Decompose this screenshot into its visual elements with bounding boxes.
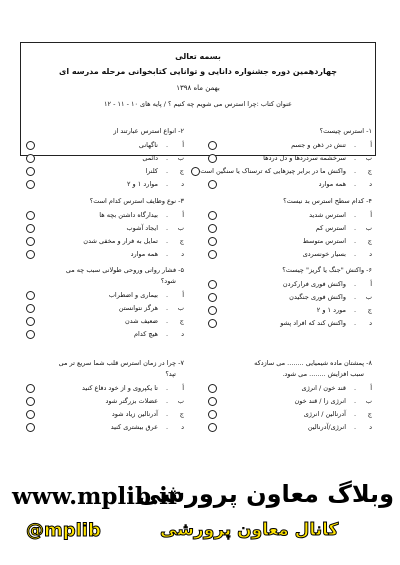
website-url[interactable]: www.mplib.ir: [12, 483, 180, 510]
option-letter: أ: [182, 384, 184, 393]
option-c[interactable]: ج . آدرنالین زیاد شود: [24, 408, 184, 421]
option-letter: د: [369, 180, 372, 189]
option-d[interactable]: د . بسیار خونسردی: [206, 248, 372, 261]
option-text: ایجاد آشوب: [126, 224, 158, 233]
option-a[interactable]: أ . قند خون / انرژی: [206, 382, 372, 395]
question-6: [206, 267, 372, 330]
option-d[interactable]: د . انرژی/آدرنالین: [206, 421, 372, 434]
option-a[interactable]: أ . استرس شدید: [206, 209, 372, 222]
option-d[interactable]: د . همه موارد: [206, 178, 372, 191]
option-text: ضعیف شدن: [124, 317, 158, 326]
option-letter: ب: [365, 397, 372, 406]
option-text: بیماری و اضطراب: [108, 291, 158, 300]
option-text: همه موارد: [318, 180, 346, 189]
radio-circle-icon[interactable]: [26, 384, 35, 393]
question-text: ۲- انواع استرس عبارتند از: [113, 127, 184, 135]
option-letter: ج: [367, 306, 372, 315]
option-d[interactable]: د . عرق بیشتری کنید: [24, 421, 184, 434]
option-letter: ب: [177, 154, 184, 163]
option-text: آدرنالین زیاد شود: [111, 410, 158, 419]
question-text: ۱- استرس چیست؟: [319, 127, 372, 135]
option-letter: أ: [182, 141, 184, 150]
question-text: ۵- فشار روانی وروحی طولانی سبب چه می: [65, 266, 184, 274]
option-b[interactable]: ب . استرس کم: [206, 222, 372, 235]
option-letter: د: [369, 423, 372, 432]
radio-circle-icon[interactable]: [208, 423, 217, 432]
option-a[interactable]: أ . ناگهانی: [24, 139, 184, 152]
radio-circle-icon[interactable]: [26, 423, 35, 432]
option-letter: د: [181, 180, 184, 189]
option-c[interactable]: ج . تمایل به فرار و مخفی شدن: [24, 235, 184, 248]
option-letter: أ: [370, 384, 372, 393]
option-letter: ب: [365, 224, 372, 233]
option-letter: د: [181, 330, 184, 339]
option-letter: ب: [177, 224, 184, 233]
blog-title: وبلاگ معاون پرورشی: [137, 480, 394, 508]
option-letter: ج: [179, 167, 184, 176]
option-text: واکنش ما در برابر چیزهایی که ترسناک یا سنگین است: [200, 167, 346, 176]
question-text-continued: شود؟: [160, 277, 176, 285]
option-text: دائمی: [142, 154, 158, 163]
option-text: تمایل به فرار و مخفی شدن: [83, 237, 158, 246]
radio-circle-icon[interactable]: [208, 306, 217, 315]
option-letter: ج: [367, 237, 372, 246]
option-c[interactable]: ج . مورد ۱ و ۲: [206, 304, 372, 317]
option-text: کلنرا: [145, 167, 158, 176]
radio-circle-icon[interactable]: [208, 141, 217, 150]
option-letter: ب: [177, 397, 184, 406]
radio-circle-icon[interactable]: [26, 211, 35, 220]
radio-circle-icon[interactable]: [26, 330, 35, 339]
option-letter: ج: [179, 237, 184, 246]
option-letter: ج: [367, 167, 372, 176]
channel-title: کانال معاون پرورشی: [160, 520, 339, 540]
option-text: استرس شدید: [309, 211, 346, 220]
option-text: استرس متوسط: [302, 237, 346, 246]
option-text: بسیار خونسردی: [302, 250, 346, 259]
option-b[interactable]: ب . عضلات بزرگتر شود: [24, 395, 184, 408]
option-text: انرژی زا / قند خون: [294, 397, 346, 406]
option-text: آدرنالین / انرژی: [303, 410, 346, 419]
question-4: [206, 198, 372, 261]
option-letter: ج: [367, 410, 372, 419]
option-text: هرگز نتوانستن: [118, 304, 158, 313]
option-letter: ب: [365, 154, 372, 163]
radio-circle-icon[interactable]: [208, 384, 217, 393]
option-d[interactable]: د . واکنش کند که افراد پشو: [206, 317, 372, 330]
radio-circle-icon[interactable]: [208, 319, 217, 328]
radio-circle-icon[interactable]: [208, 250, 217, 259]
radio-circle-icon[interactable]: [208, 180, 217, 189]
question-text: ۳- نوع وظایف استرس کدام است؟: [89, 197, 184, 205]
option-letter: ج: [179, 410, 184, 419]
radio-circle-icon[interactable]: [26, 250, 35, 259]
radio-circle-icon[interactable]: [26, 167, 35, 176]
option-text: موارد ۱ و ۲: [126, 180, 158, 189]
radio-circle-icon[interactable]: [26, 180, 35, 189]
option-b[interactable]: ب . واکنش فوری جنگیدن: [206, 291, 372, 304]
option-c[interactable]: ج . واکنش ما در برابر چیزهایی که ترسناک یا سنگین است: [206, 165, 372, 178]
question-8: [206, 360, 372, 434]
option-c[interactable]: ج . استرس متوسط: [206, 235, 372, 248]
option-letter: د: [181, 250, 184, 259]
option-letter: ب: [177, 304, 184, 313]
radio-circle-icon[interactable]: [208, 237, 217, 246]
option-a[interactable]: أ . بیدارگاه داشتن بچه ها: [24, 209, 184, 222]
option-b[interactable]: ب . انرژی زا / قند خون: [206, 395, 372, 408]
option-letter: د: [369, 319, 372, 328]
radio-circle-icon[interactable]: [208, 211, 217, 220]
option-text: بیدارگاه داشتن بچه ها: [99, 211, 158, 220]
option-a[interactable]: أ . بیماری و اضطراب: [24, 289, 184, 302]
radio-circle-icon[interactable]: [26, 410, 35, 419]
option-letter: أ: [182, 211, 184, 220]
radio-circle-icon[interactable]: [208, 154, 217, 163]
option-text: همه موارد: [130, 250, 158, 259]
bismillah-heading: بسمه تعالی: [175, 52, 221, 61]
radio-circle-icon[interactable]: [26, 154, 35, 163]
option-text: انرژی/آدرنالین: [307, 423, 346, 432]
option-text: عضلات بزرگتر شود: [105, 397, 158, 406]
option-text: مورد ۱ و ۲: [316, 306, 346, 315]
option-text: قند خون / انرژی: [301, 384, 346, 393]
option-b[interactable]: ب . دائمی: [24, 152, 184, 165]
option-letter: أ: [370, 211, 372, 220]
option-text: واکنش فوری جنگیدن: [289, 293, 346, 302]
option-b[interactable]: ب . سرخشمه سردردها و دل دردها: [206, 152, 372, 165]
option-a[interactable]: أ . واکنش فوری فرارکردن: [206, 278, 372, 291]
radio-circle-icon[interactable]: [208, 293, 217, 302]
question-3: [24, 198, 184, 261]
question-2: [24, 128, 184, 191]
radio-circle-icon[interactable]: [208, 280, 217, 289]
question-text-continued: تپد؟: [165, 370, 176, 378]
question-7: [24, 360, 184, 434]
option-b[interactable]: ب . هرگز نتوانستن: [24, 302, 184, 315]
option-text: هیچ کدام: [134, 330, 158, 339]
option-letter: ج: [179, 317, 184, 326]
option-text: واکنش کند که افراد پشو: [280, 319, 346, 328]
question-text: ۴- کدام سطح استرس بد نیست؟: [283, 197, 372, 205]
option-c[interactable]: ج . ضعیف شدن: [24, 315, 184, 328]
option-letter: أ: [370, 280, 372, 289]
option-text: تا یکپروی و از خود دفاع کنید: [81, 384, 158, 393]
option-letter: أ: [370, 141, 372, 150]
option-a[interactable]: أ . تا یکپروی و از خود دفاع کنید: [24, 382, 184, 395]
radio-circle-icon[interactable]: [26, 397, 35, 406]
option-text: استرس کم: [315, 224, 346, 233]
option-c[interactable]: ج . کلنرا: [24, 165, 184, 178]
question-5: [24, 267, 184, 341]
option-c[interactable]: ج . آدرنالین / انرژی: [206, 408, 372, 421]
book-subject: عنوان کتاب :چرا استرس می شویم چه کنیم ؟ / پایه های ۱۰ - ۱۱ - ۱۲: [104, 100, 292, 108]
option-letter: د: [181, 423, 184, 432]
question-text: ۷- چرا در زمان استرس قلب شما سریع تر می: [58, 359, 184, 367]
question-1: [200, 127, 372, 191]
question-text: ۸- پمشتان ماده شیمیایی ........ می سازدکه: [254, 359, 372, 367]
option-text: عرق بیشتری کنید: [110, 423, 158, 432]
radio-circle-icon[interactable]: [26, 237, 35, 246]
exam-date: بهمن ماه ۱۳۹۸: [176, 84, 220, 92]
option-letter: أ: [182, 291, 184, 300]
option-d[interactable]: د . هیچ کدام: [24, 328, 184, 341]
channel-handle[interactable]: @mplib: [26, 520, 101, 541]
option-b[interactable]: ب . ایجاد آشوب: [24, 222, 184, 235]
option-text: واکنش فوری فرارکردن: [282, 280, 346, 289]
option-letter: د: [369, 250, 372, 259]
radio-circle-icon[interactable]: [208, 410, 217, 419]
option-letter: ب: [365, 293, 372, 302]
radio-circle-icon[interactable]: [26, 141, 35, 150]
question-text: ۶- واکنش "جنگ یا گریز" چیست؟: [282, 266, 372, 274]
radio-circle-icon[interactable]: [208, 224, 217, 233]
option-text: تنش در ذهن و جسم: [291, 141, 346, 150]
radio-circle-icon[interactable]: [191, 167, 200, 176]
option-a[interactable]: أ . تنش در ذهن و جسم: [206, 139, 372, 152]
radio-circle-icon[interactable]: [26, 291, 35, 300]
option-text: سرخشمه سردردها و دل دردها: [263, 154, 346, 163]
radio-circle-icon[interactable]: [26, 317, 35, 326]
option-text: ناگهانی: [138, 141, 158, 150]
question-text-continued: سبب افزایش ........ می شود.: [282, 370, 364, 378]
radio-circle-icon[interactable]: [26, 304, 35, 313]
exam-title: چهاردهمین دوره جشنواره دانایی و توانایی کتابخوانی مرحله مدرسه ای: [59, 67, 337, 76]
radio-circle-icon[interactable]: [26, 224, 35, 233]
option-d[interactable]: د . همه موارد: [24, 248, 184, 261]
option-d[interactable]: د . موارد ۱ و ۲: [24, 178, 184, 191]
radio-circle-icon[interactable]: [208, 397, 217, 406]
